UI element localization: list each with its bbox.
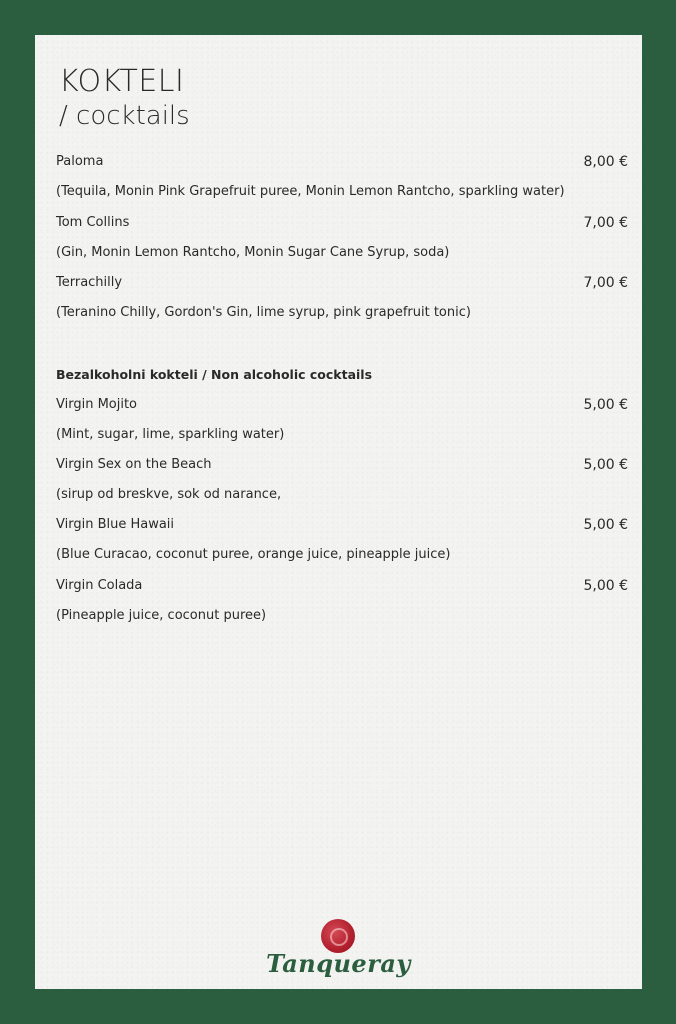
- item-ingredients: (Teranino Chilly, Gordon's Gin, lime syrup, pink grapefruit tonic): [56, 305, 471, 320]
- item-name: Virgin Sex on the Beach: [56, 457, 212, 472]
- item-ingredients: (Mint, sugar, lime, sparkling water): [56, 427, 285, 442]
- item-name: Tom Collins: [56, 215, 130, 230]
- brand-logo: [35, 919, 642, 983]
- item-ingredients: (Tequila, Monin Pink Grapefruit puree, Monin Lemon Rantcho, sparkling water): [56, 184, 565, 199]
- item-price: 5,00 €: [583, 578, 628, 594]
- section-heading: Bezalkoholni kokteli / Non alcoholic cocktails: [56, 367, 373, 382]
- page-subtitle: / cocktails: [59, 101, 190, 131]
- menu-item-name: [56, 456, 628, 474]
- menu-item-name: [56, 214, 628, 232]
- item-name: Virgin Colada: [56, 578, 143, 593]
- item-ingredients: (Pineapple juice, coconut puree): [56, 608, 267, 623]
- menu-item-name: [56, 577, 628, 595]
- item-price: 8,00 €: [583, 154, 628, 170]
- page-title: KOKTELI: [59, 64, 185, 99]
- menu-item-name: [56, 274, 628, 292]
- item-price: 7,00 €: [583, 275, 628, 291]
- item-ingredients: (Gin, Monin Lemon Rantcho, Monin Sugar Cane Syrup, soda): [56, 245, 450, 260]
- item-name: Terrachilly: [56, 275, 123, 290]
- item-price: 5,00 €: [583, 397, 628, 413]
- item-price: 7,00 €: [583, 215, 628, 231]
- item-name: Virgin Blue Hawaii: [56, 517, 175, 532]
- item-price: 5,00 €: [583, 457, 628, 473]
- menu-item-name: [56, 153, 628, 171]
- item-ingredients: (sirup od breskve, sok od narance,: [56, 487, 282, 502]
- menu-page: [35, 35, 642, 989]
- brand-wordmark: Tanqueray: [266, 949, 411, 978]
- item-name: Virgin Mojito: [56, 397, 138, 412]
- seal-icon: [321, 919, 355, 953]
- menu-item-name: [56, 396, 628, 414]
- item-ingredients: (Blue Curacao, coconut puree, orange juice, pineapple juice): [56, 547, 451, 562]
- item-name: Paloma: [56, 154, 104, 169]
- menu-item-name: [56, 516, 628, 534]
- item-price: 5,00 €: [583, 517, 628, 533]
